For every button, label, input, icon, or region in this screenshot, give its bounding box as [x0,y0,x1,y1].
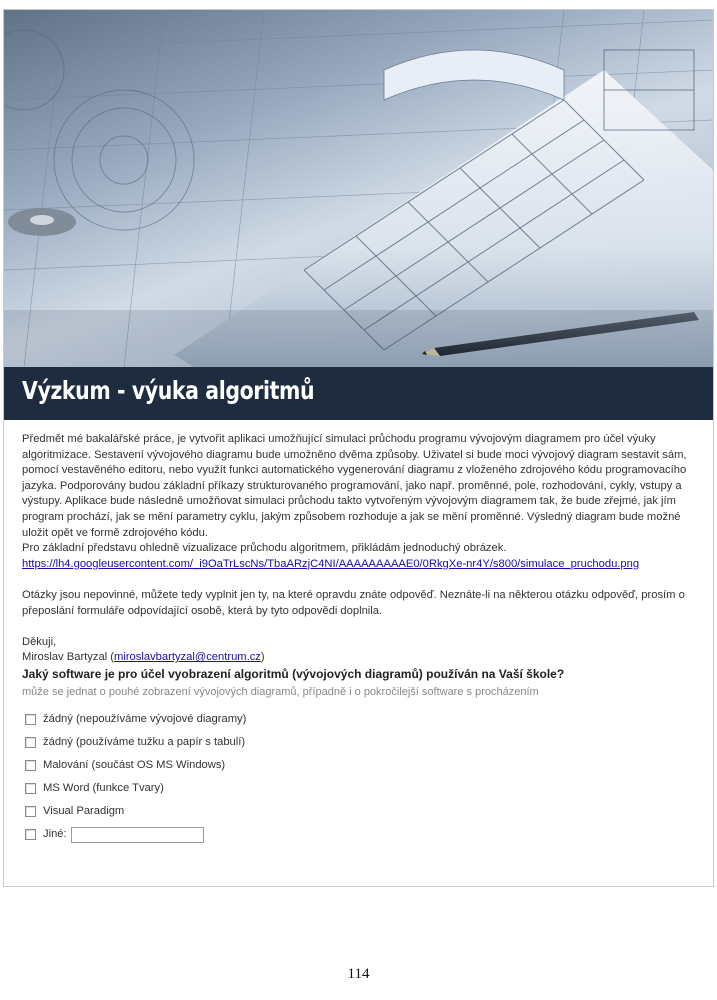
software-options-list [22,708,702,846]
example-image-link[interactable]: https://lh4.googleusercontent.com/_i9OaTrLscNs/TbaARzjC4NI/AAAAAAAAAE0/0RkgXe-nr4Y/s800/simulace_pruchodu.png [22,557,640,570]
spacer [22,619,702,635]
option-ms-word[interactable] [22,777,702,800]
option-none-no-diagrams[interactable] [22,708,702,731]
header-image-blueprints [4,10,713,367]
instructions-paragraph: Otázky jsou nepovinné, můžete tedy vyplnit jen ty, na které opravdu znáte odpověď. Neznáte-li na některou otázku odpověď, prosím o přeposlání formuláře odpovídající osobě, která by tyto odpovědi doplnila. [22,588,685,617]
author-name: Miroslav Bartyzal ( [22,651,115,664]
option-label: žádný (používáme tužku a papír s tabulí) [43,735,246,748]
form-page [3,9,714,887]
option-paint[interactable] [22,754,702,777]
intro-paragraph: Předmět mé bakalářské práce, je vytvořit aplikaci umožňující simulaci průchodu programu vývojovým diagramem pro účel výuky algoritmizace. Sestavení vývojového diagramu bude umožněno dvěma způsoby. Uživatel si bude moci vývojový diagram sestavit sám, pomocí vestavěného editoru, nebo využít funkci automatického vygenerování diagramu z vloženého zdrojového kódu programovacího jazyka. Podporovány budou základní příkazy strukturovaného programování, jako např. proměnné, pole, rozhodování, cykly, vstupy a výstupy. Aplikace bude následně umožňovat simulaci průchodu takto vytvořeným vývojovým diagramem tak, že bude zřejmé, jak jím program prochází, jak se mění parametry cyklu, jakým způsobem rozhoduje a jak se mění proměnné. Výsledný diagram bude možné uložit opět ve formě zdrojového kódu. [22,433,687,539]
author-line [22,650,702,666]
option-label: žádný (nepoužíváme vývojové diagramy) [43,712,247,725]
option-none-pencil-paper[interactable] [22,731,702,754]
page-number: 114 [347,966,370,982]
blueprint-illustration [4,10,713,367]
thanks-line: Děkuji, [22,635,57,648]
checkbox[interactable] [25,806,36,817]
checkbox[interactable] [25,737,36,748]
author-email-link[interactable]: miroslavbartyzal@centrum.cz [114,651,261,664]
option-label: Malování (součást OS MS Windows) [43,758,226,771]
author-close: ) [260,651,265,664]
question-title: Jaký software je pro účel vyobrazení algoritmů (vývojových diagramů) používán na Vaší škole? [22,666,565,681]
checkbox[interactable] [25,760,36,771]
intro-link-line [22,557,702,573]
other-text-input[interactable] [71,827,204,843]
checkbox[interactable] [25,829,36,840]
checkbox[interactable] [25,783,36,794]
option-label: Visual Paradigm [43,804,125,817]
option-label: MS Word (funkce Tvary) [43,781,164,794]
intro-paragraph-image-note: Pro základní představu ohledně vizualizace průchodu algoritmem, přikládám jednoduchý obrázek. [22,542,507,555]
option-visual-paradigm[interactable] [22,800,702,823]
question-help-text: může se jednat o pouhé zobrazení vývojových diagramů, případně i o pokročilejší software s procházením [22,685,539,698]
spacer [22,572,702,588]
form-content [22,432,702,846]
other-label: Jiné: [43,827,67,840]
page-title: Výzkum - výuka algoritmů [22,376,315,405]
option-other [22,823,702,846]
checkbox[interactable] [25,714,36,725]
title-banner [4,367,713,420]
